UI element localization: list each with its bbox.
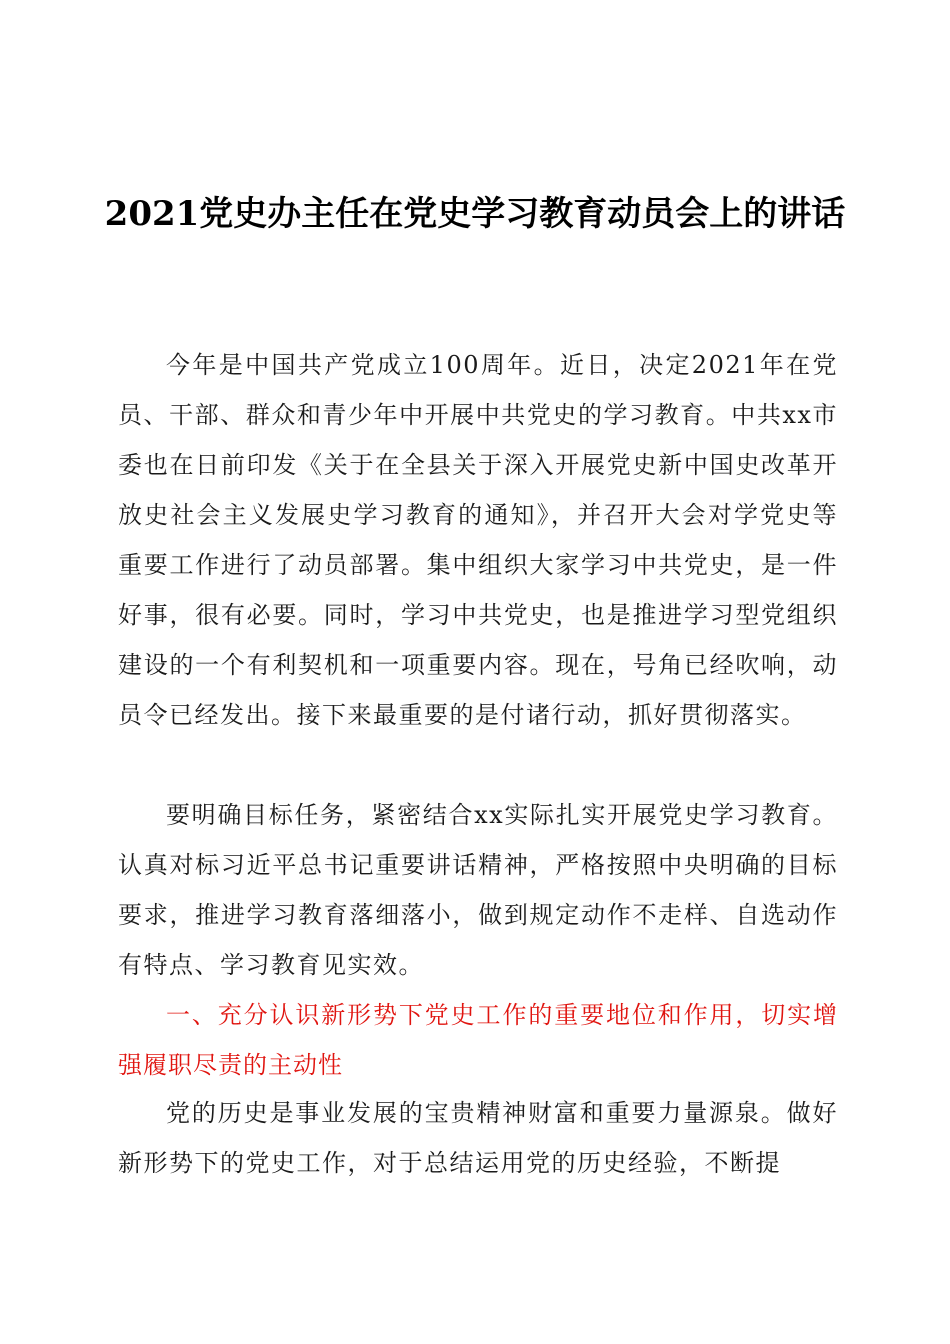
body-paragraph: 要明确目标任务，紧密结合xx实际扎实开展党史学习教育。认真对标习近平总书记重要讲话精神，严格按照中央明确的目标要求，推进学习教育落细落小，做到规定动作不走样、自选动作有特点、学习教育见实效。	[118, 801, 838, 979]
section-heading: 一、充分认识新形势下党史工作的重要地位和作用，切实增强履职尽责的主动性	[118, 1001, 838, 1079]
body-paragraph: 今年是中国共产党成立100周年。近日，决定2021年在党员、干部、群众和青少年中开展中共党史的学习教育。中共xx市委也在日前印发《关于在全县关于深入开展党史新中国史改革开放史社会主义发展史学习教育的通知》，并召开大会对学党史等重要工作进行了动员部署。集中组织大家学习中共党史，是一件好事，很有必要。同时，学习中共党史，也是推进学习型党组织建设的一个有利契机和一项重要内容。现在，号角已经吹响，动员令已经发出。接下来最重要的是付诸行动，抓好贯彻落实。	[118, 351, 838, 729]
document-title: 2021党史办主任在党史学习教育动员会上的讲话	[104, 194, 846, 234]
body-paragraph: 党的历史是事业发展的宝贵精神财富和重要力量源泉。做好新形势下的党史工作，对于总结运用党的历史经验，不断提	[118, 1099, 838, 1177]
